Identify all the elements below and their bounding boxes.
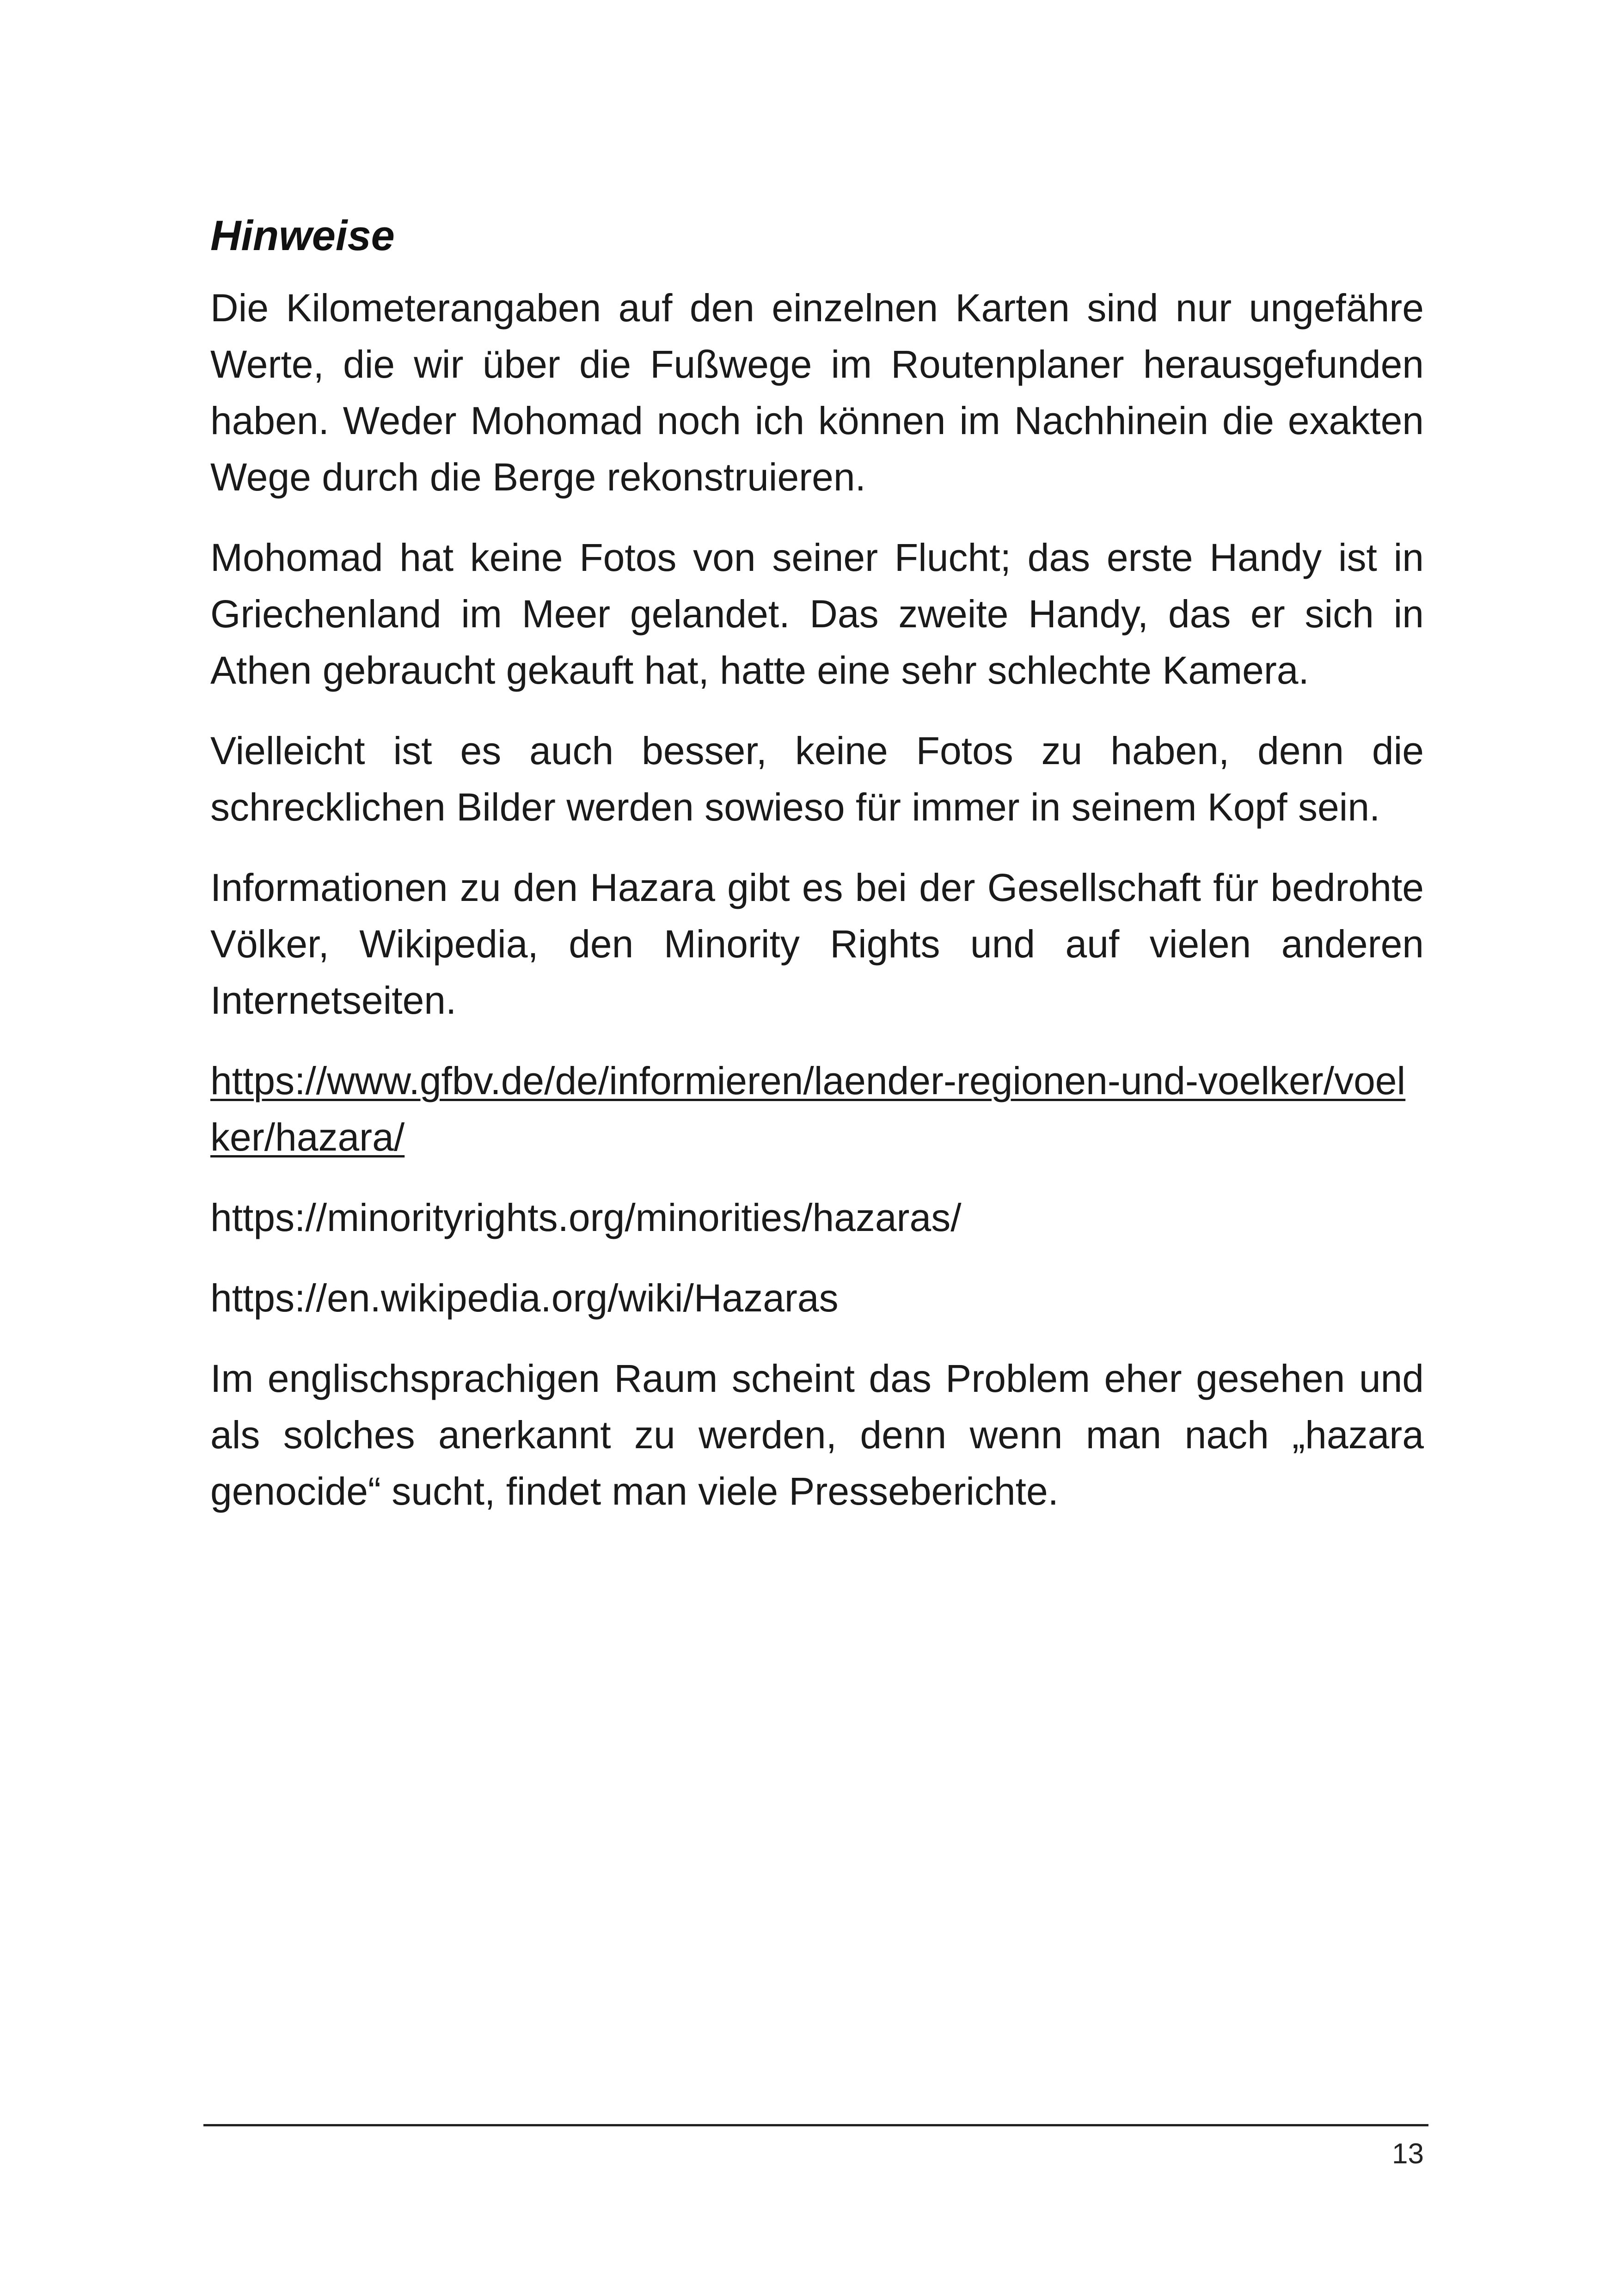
page-content bbox=[210, 210, 1424, 1543]
link-wikipedia: https://en.wikipedia.org/wiki/Hazaras bbox=[210, 1276, 839, 1320]
link-gfbv[interactable]: https://www.gfbv.de/de/informieren/laender-regionen-und-voelker/voelker/hazara/ bbox=[210, 1059, 1406, 1159]
paragraph-better-no-photos: Vielleicht ist es auch besser, keine Fotos zu haben, denn die schrecklichen Bilder werden sowieso für immer in seinem Kopf sein. bbox=[210, 729, 1424, 829]
page-number: 13 bbox=[1392, 2138, 1424, 2170]
paragraph-photos: Mohomad hat keine Fotos von seiner Flucht; das erste Handy ist in Griechenland im Meer gelandet. Das zweite Handy, das er sich in Athen gebraucht gekauft hat, hatte eine sehr schlechte Kamera. bbox=[210, 536, 1424, 692]
paragraph-genocide: Im englischsprachigen Raum scheint das Problem eher gesehen und als solches anerkannt zu werden, denn wenn man nach „hazara genocide“ sucht, findet man viele Presseberichte. bbox=[210, 1357, 1424, 1513]
section-heading: Hinweise bbox=[210, 212, 395, 259]
footer-divider bbox=[203, 2124, 1428, 2126]
link-minorityrights: https://minorityrights.org/minorities/hazaras/ bbox=[210, 1196, 962, 1240]
paragraph-distances: Die Kilometerangaben auf den einzelnen Karten sind nur ungefähre Werte, die wir über die Fußwege im Routenplaner herausgefunden haben. Weder Mohomad noch ich können im Nachhinein die exakten Wege durch die Berge rekonstruieren. bbox=[210, 286, 1424, 499]
paragraph-hazara-info: Informationen zu den Hazara gibt es bei der Gesellschaft für bedrohte Völker, Wikipedia, den Minority Rights und auf vielen anderen Internetseiten. bbox=[210, 866, 1424, 1022]
